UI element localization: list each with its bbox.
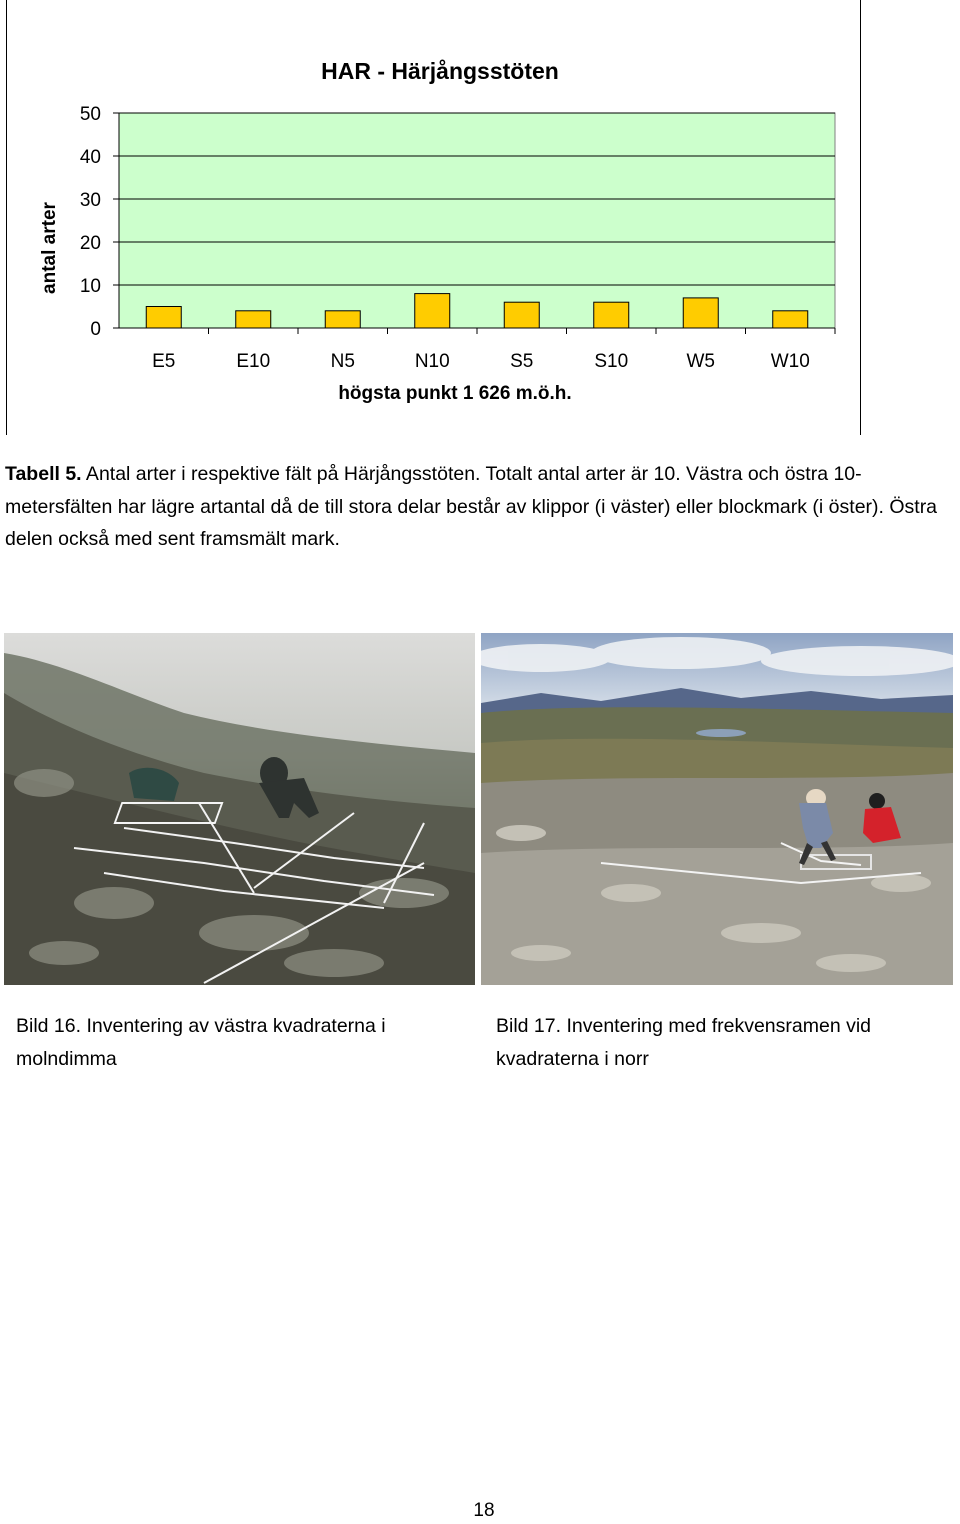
species-bar-chart <box>0 0 960 440</box>
photo-caption-left: Bild 16. Inventering av västra kvadraterna i molndimma <box>16 1015 386 1070</box>
x-tick-label: E5 <box>152 351 176 372</box>
x-axis-ticks <box>152 328 835 372</box>
bar-e5 <box>146 307 181 329</box>
y-axis-label: antal arter <box>39 202 60 294</box>
y-axis-ticks <box>80 104 119 340</box>
y-tick-label: 0 <box>90 319 101 340</box>
photo-mountain-survey <box>481 633 953 985</box>
y-tick-label: 50 <box>79 104 101 125</box>
bar-w10 <box>773 311 808 328</box>
plot-area <box>119 113 835 328</box>
y-tick-label: 10 <box>79 276 101 297</box>
x-tick-label: S5 <box>510 351 534 372</box>
x-tick-label: W5 <box>686 351 715 372</box>
x-tick-label: S10 <box>594 351 629 372</box>
bar-n10 <box>415 294 450 328</box>
y-tick-label: 20 <box>79 233 101 254</box>
bar-n5 <box>325 311 360 328</box>
page-number: 18 <box>473 1500 495 1521</box>
x-axis-label: högsta punkt 1 626 m.ö.h. <box>338 383 572 404</box>
photo-caption-right: Bild 17. Inventering med frekvensramen vid kvadraterna i norr <box>496 1015 872 1070</box>
bar-s5 <box>504 302 539 328</box>
x-tick-label: N10 <box>414 351 450 372</box>
chart-title: HAR - Härjångsstöten <box>321 58 559 84</box>
caption-text: Antal arter i respektive fält på Härjångsstöten. Totalt antal arter är 10. Västra och östra 10-metersfälten har lägre artantal då de till stora delar består av klippor (i väster) eller blockmark (i öster). Östra delen också med sent framsmält mark. <box>5 463 938 550</box>
bar-e10 <box>236 311 271 328</box>
x-tick-label: E10 <box>236 351 271 372</box>
y-tick-label: 30 <box>79 190 101 211</box>
x-tick-label: W10 <box>770 351 810 372</box>
x-tick-label: N5 <box>330 351 355 372</box>
bar-w5 <box>683 298 718 328</box>
caption-label: Tabell 5. <box>5 463 82 485</box>
table-caption <box>5 458 955 556</box>
bar-s10 <box>594 302 629 328</box>
y-tick-label: 40 <box>79 147 101 168</box>
photo-foggy-survey <box>4 633 475 985</box>
